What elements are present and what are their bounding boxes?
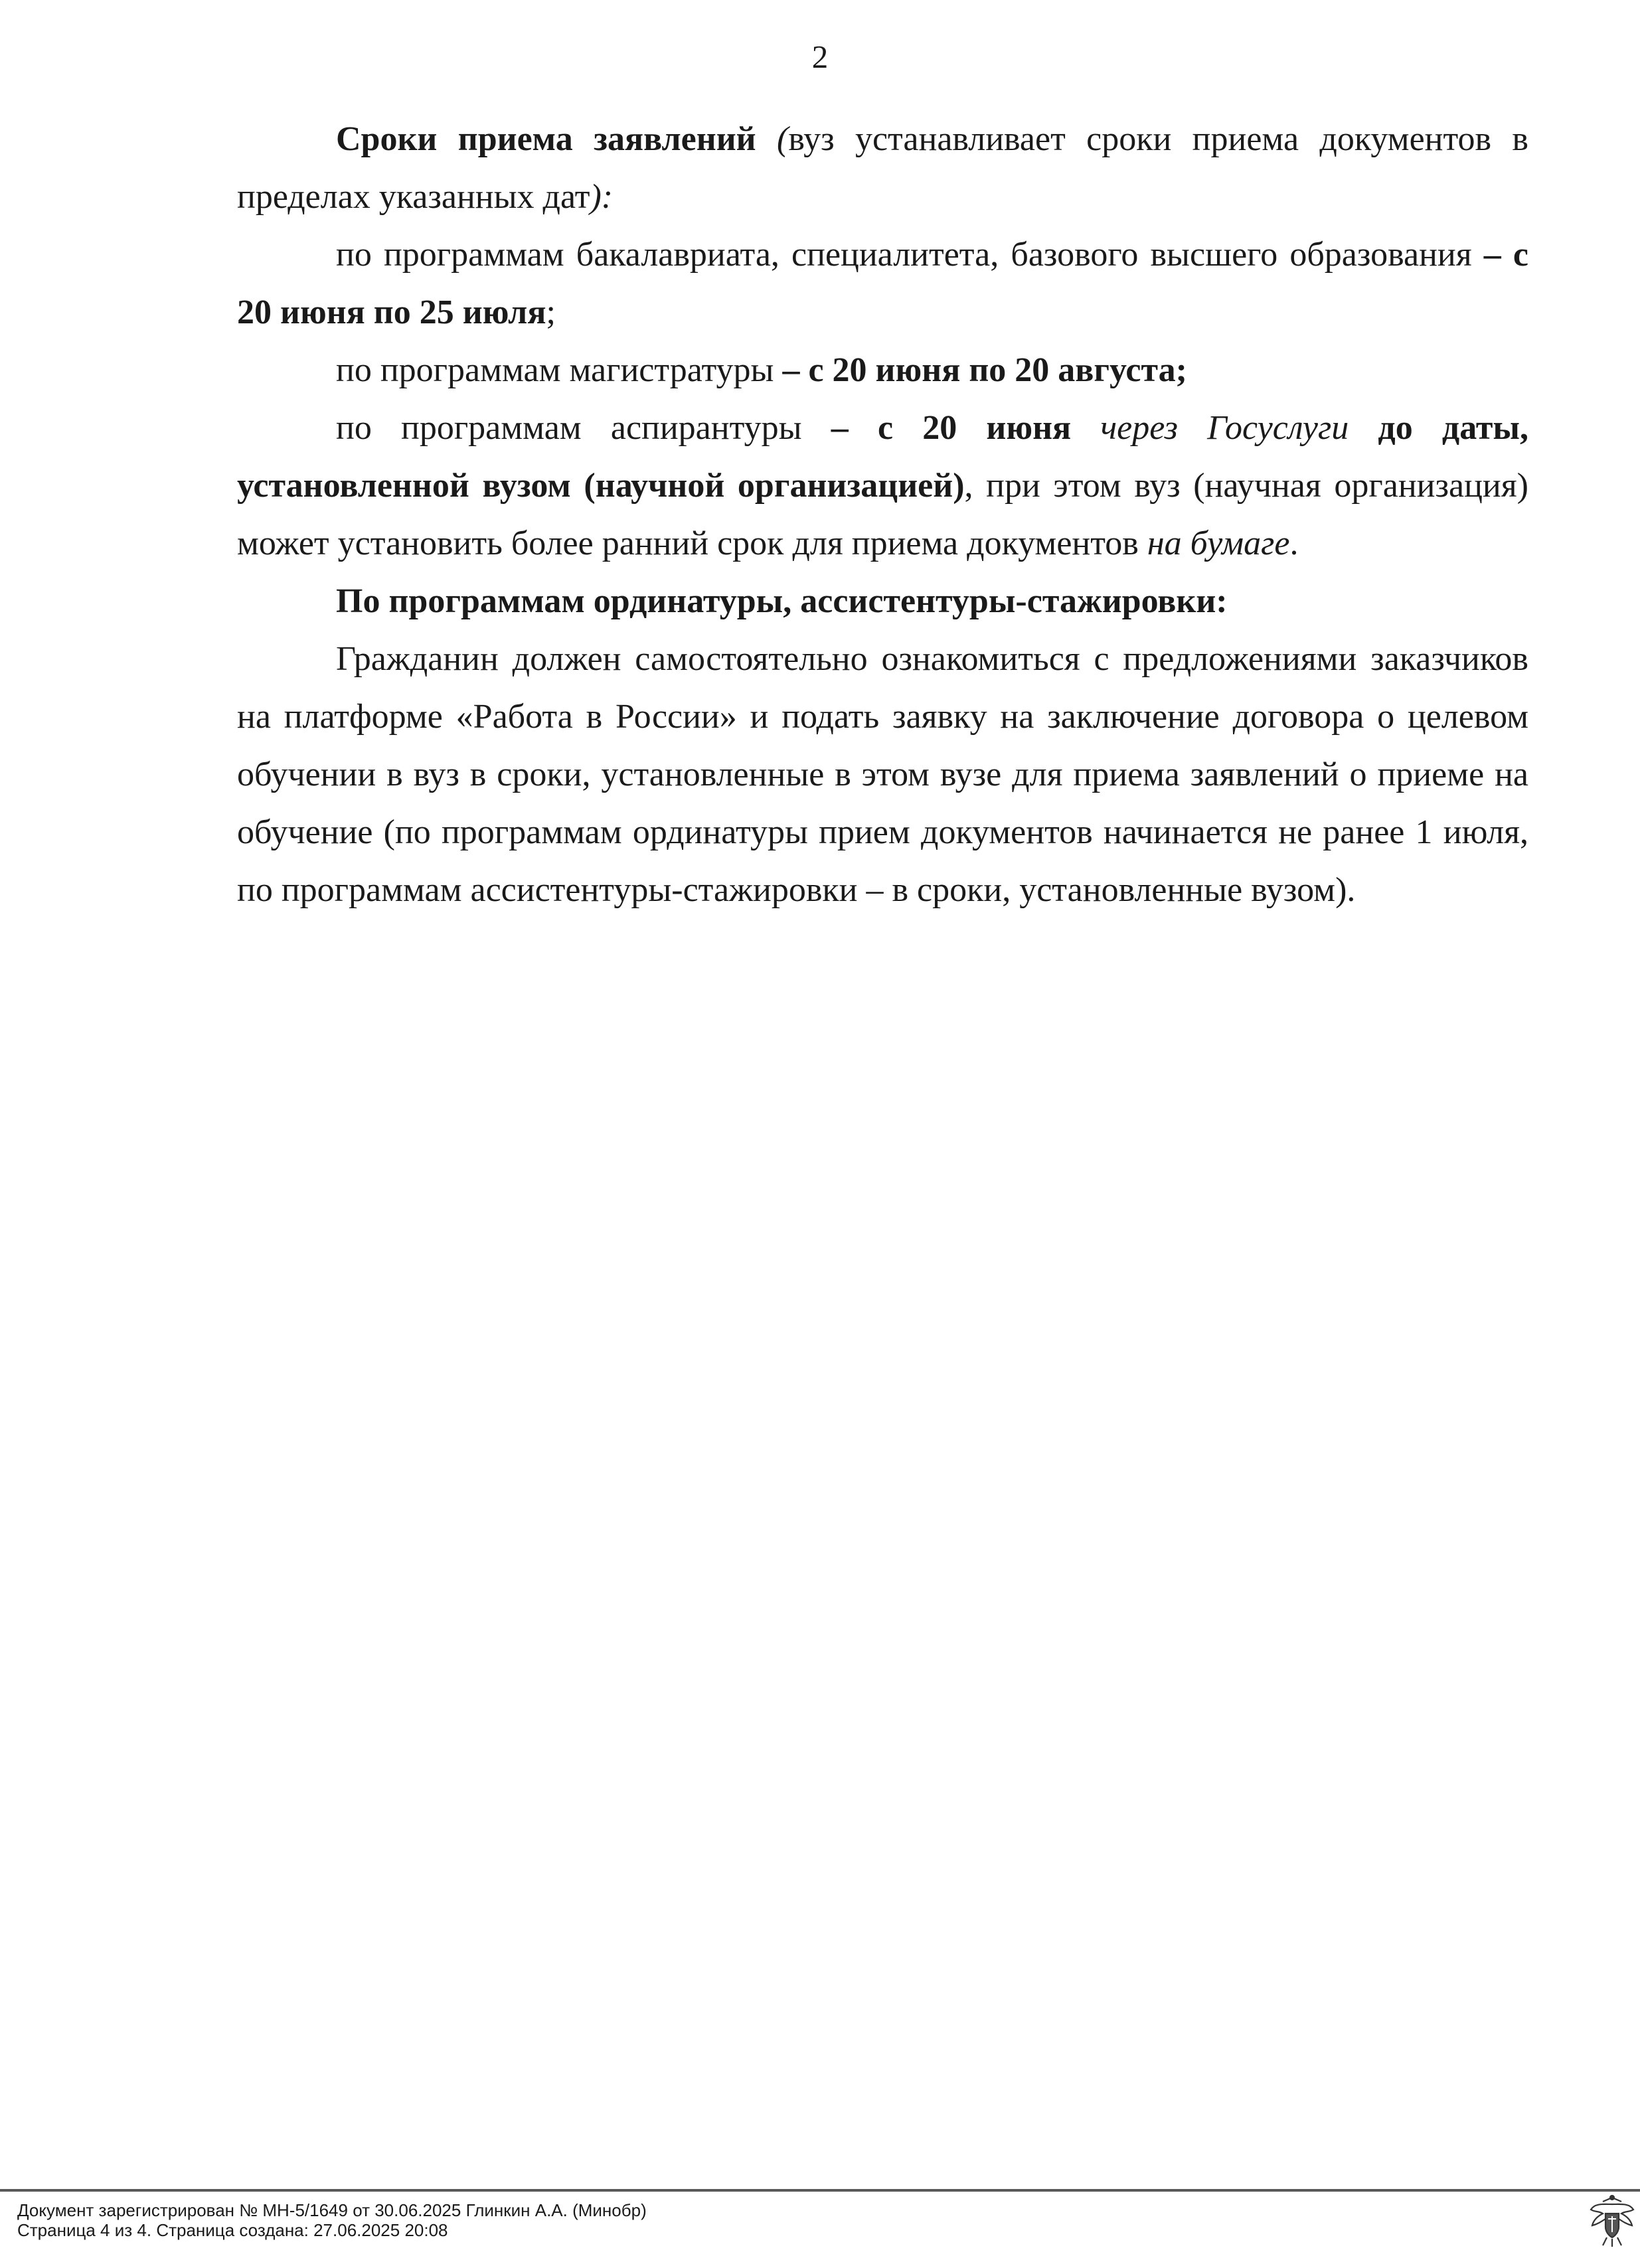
- deadlines-note-open: (: [756, 120, 789, 158]
- residency-paragraph: Гражданин должен самостоятельно ознакомиться с предложениями заказчиков на платформе «Работа в России» и подать заявку на заключение договора о целевом обучении в вуз в сроки, установленные в этом вузе для приема заявлений о приеме на обучение (по программам ординатуры прием документов начинается не ранее 1 июля, по программам ассистентуры-стажировки – в сроки, установленные вузом).: [237, 640, 1528, 909]
- bachelor-paragraph: [237, 226, 1528, 341]
- page-number: 2: [811, 39, 829, 75]
- deadlines-note: вуз устанавливает сроки приема документов в пределах указанных дат: [237, 120, 1528, 216]
- registration-footer: [17, 2200, 1578, 2240]
- master-text: по программам магистратуры: [336, 351, 774, 389]
- postgrad-dates: – с 20 июня: [801, 409, 1072, 447]
- postgrad-paper: на бумаге: [1138, 525, 1290, 562]
- residency-heading: По программам ординатуры, ассистентуры-стажировки:: [336, 582, 1228, 620]
- master-dates: – с 20 июня по 20 августа;: [774, 351, 1187, 389]
- footer-page-line: Страница 4 из 4. Страница создана: 27.06.2025 20:08: [17, 2220, 448, 2240]
- footer-divider: [0, 2189, 1640, 2192]
- deadlines-heading: Сроки приема заявлений: [336, 120, 756, 158]
- deadlines-note-close: ):: [590, 178, 614, 216]
- postgrad-paragraph: [237, 399, 1528, 572]
- document-body: [237, 110, 1528, 919]
- bachelor-text: по программам бакалавриата, специалитета, базового высшего образования: [336, 236, 1472, 274]
- footer-registration-line: Документ зарегистрирован № МН-5/1649 от 30.06.2025 Глинкин А.А. (Минобр): [17, 2200, 647, 2220]
- postgrad-via: через Госуслуги: [1071, 409, 1349, 447]
- bachelor-dates: – с 20 июня по 25 июля: [237, 236, 1528, 331]
- postgrad-text: по программам аспирантуры: [336, 409, 802, 447]
- postgrad-end: .: [1289, 525, 1299, 562]
- master-paragraph: [237, 341, 1528, 399]
- bachelor-end: ;: [546, 293, 556, 331]
- deadlines-paragraph: [237, 110, 1528, 226]
- coat-of-arms-icon: [1588, 2192, 1636, 2248]
- postgrad-until: до даты, установленной вузом (научной организацией): [237, 409, 1528, 505]
- postgrad-note: , при этом вуз (научная организация) может установить более ранний срок для приема документов: [237, 467, 1528, 562]
